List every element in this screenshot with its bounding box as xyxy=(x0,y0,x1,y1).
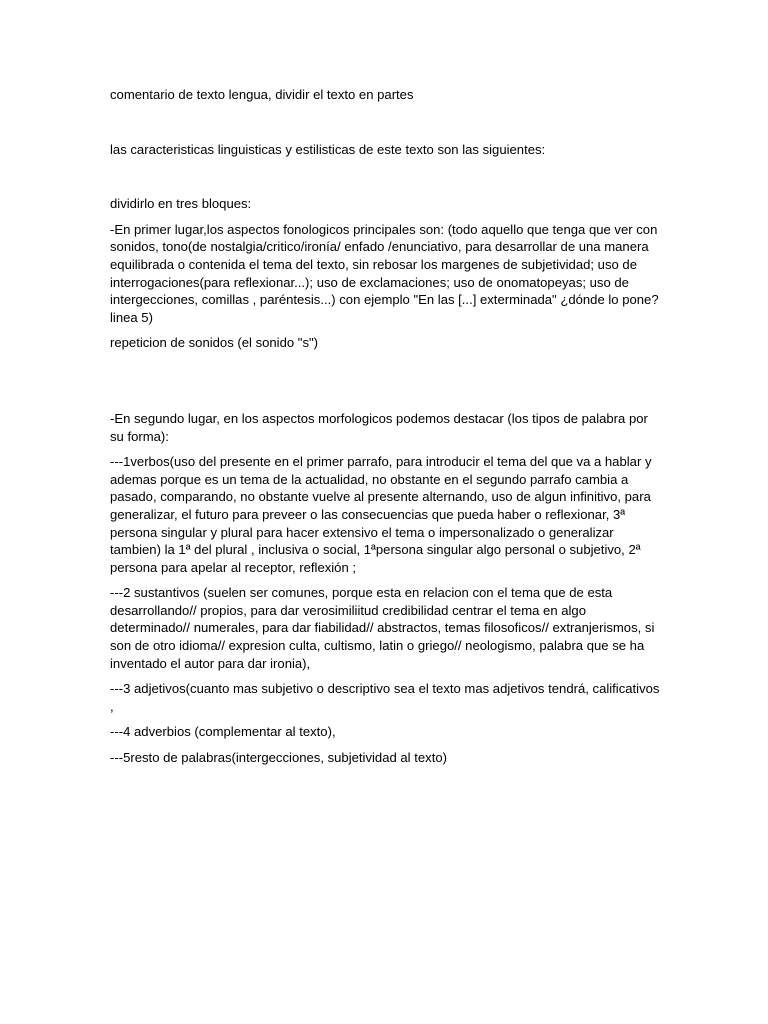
morphology-paragraph: -En segundo lugar, en los aspectos morfologicos podemos destacar (los tipos de palabra por su forma): xyxy=(110,410,648,444)
blocks-heading: dividirlo en tres bloques: xyxy=(110,196,252,212)
document-title: comentario de texto lengua, dividir el texto en partes xyxy=(110,87,414,102)
lead-paragraph: las caracteristicas linguisticas y estilisticas de este texto son las siguientes: xyxy=(110,141,546,157)
list-item-adverbs: ---4 adverbios (complementar al texto), xyxy=(110,724,336,740)
list-item-other-words: ---5resto de palabras(intergecciones, subjetividad al texto) xyxy=(110,750,447,766)
list-item-verbs: ---1verbos(uso del presente en el primer parrafo, para introducir el tema del que va a hablar y ademas porque es un tema de la actualidad, no obstante en el segundo parrafo cambia a pasado, comparando, no obstante vuelve al presente alternando, uso de algun infinitivo, para generalizar, el futuro para preveer o las consecuencias que pueda haber o reflexionar, 3ª persona singular y plural para hacer extensivo el tema o impersonalizado o generalizar tambien) la 1ª del plural , inclusiva o social, 1ªpersona singular algo personal o subjetivo, 2ª persona para apelar al receptor, reflexión ; xyxy=(110,454,652,575)
sounds-paragraph: repeticion de sonidos (el sonido "s") xyxy=(110,335,318,351)
list-item-nouns: ---2 sustantivos (suelen ser comunes, porque esta en relacion con el tema que de esta desarrollando// propios, para dar verosimiliitud credibilidad centrar el tema en algo determinado// numerales, para dar fiabilidad// abstractos, temas filosoficos// extranjerismos, si son de otro idioma// expresion culta, cultismo, latin o griego// neologismo, palabra que se ha inventado el autor para dar ironia), xyxy=(110,585,655,671)
document-page xyxy=(110,86,662,775)
phonology-paragraph: -En primer lugar,los aspectos fonologicos principales son: (todo aquello que tenga que ver con sonidos, tono(de nostalgia/critico/ironía/ enfado /enunciativo, para desarrollar de una manera equilibrada o contenida el tema del texto, sin rebosar los margenes de subjetividad; uso de interrogaciones(para reflexionar...); uso de exclamaciones; uso de onomatopeyas; uso de intergecciones, comillas , paréntesis...) con ejemplo "En las [...] exterminada" ¿dónde lo pone? linea 5) xyxy=(110,221,659,325)
list-item-adjectives: ---3 adjetivos(cuanto mas subjetivo o descriptivo sea el texto mas adjetivos tendrá, calificativos , xyxy=(110,681,660,714)
